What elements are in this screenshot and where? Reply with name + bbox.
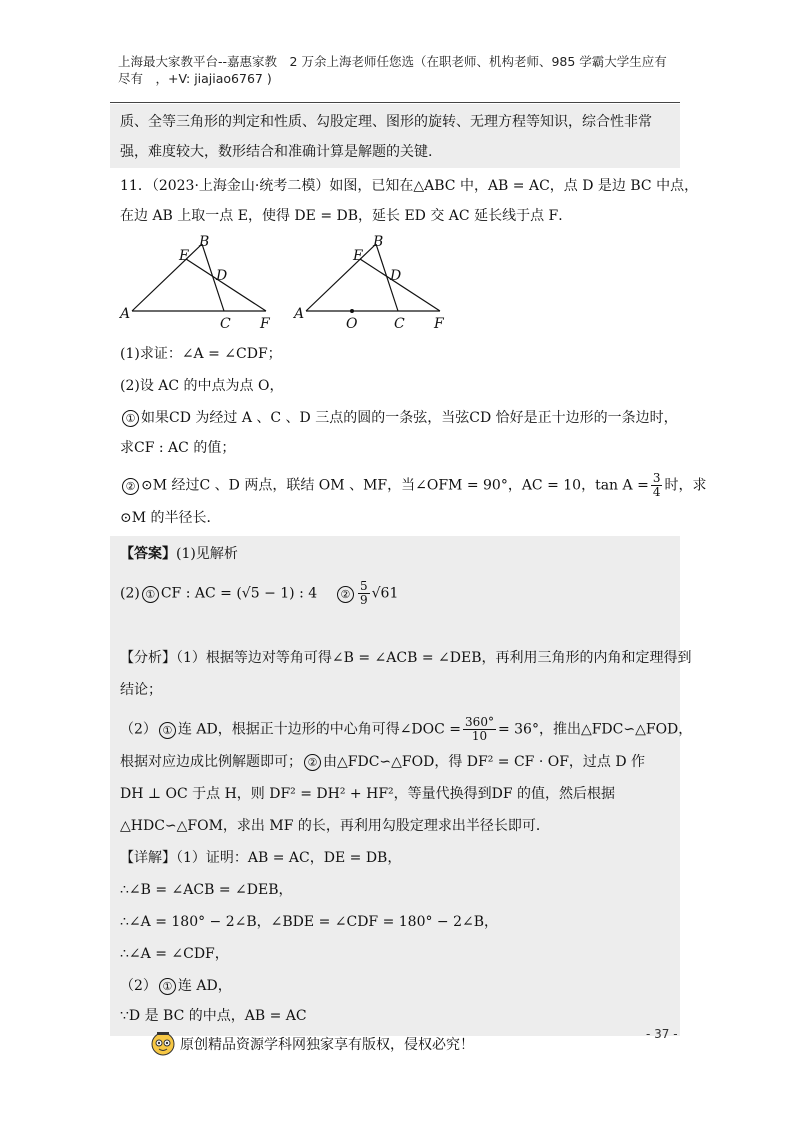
question-2-2-line-2: ⊙M 的半径长． [120, 510, 221, 526]
label-C: C [220, 316, 231, 332]
solution-line-6: ∵D 是 BC 的中点，AB = AC [120, 1008, 307, 1024]
header-line-2: 尽有 ，+V: jiajiao6767 ) [118, 71, 272, 86]
label-E2: E [353, 248, 364, 264]
problem-line-1 [120, 176, 698, 196]
label-E: E [179, 248, 190, 264]
answer-radical: √61 [371, 585, 399, 602]
solution-circled-1: ① [159, 978, 176, 995]
solution-line-1 [120, 848, 401, 868]
mascot-logo-icon [150, 1030, 176, 1056]
question-2-1-line-1 [120, 408, 678, 428]
geometry-figures [118, 232, 458, 332]
header-divider [110, 102, 680, 103]
label-A: A [120, 306, 131, 322]
page-header [118, 53, 678, 87]
figure-right [292, 234, 445, 332]
header-line-1: 上海最大家教平台--嘉惠家教 2 万余上海老师任您选（在职老师、机构老师、985 学霸大学生应有 [118, 54, 667, 69]
answer-2-1: CF : AC = (√5 − 1) : 4 [160, 585, 318, 602]
circled-number-2: ② [122, 478, 139, 495]
answer-circled-1: ① [142, 586, 159, 603]
question-2-2-line-1 [120, 472, 706, 499]
analysis-line-6: △HDC∽△FOM，求出 MF 的长，再利用勾股定理求出半径长即可． [120, 818, 550, 834]
circled-number-1: ① [122, 410, 139, 427]
analysis-text-4: 根据对应边成比例解题即可； [120, 754, 302, 770]
solution-label: 【详解】 [120, 850, 176, 866]
answer-line-2 [120, 580, 398, 607]
question-2: (2)设 AC 的中点为点 O， [120, 378, 284, 394]
solution-line-5 [120, 976, 232, 996]
label-D2: D [390, 268, 402, 284]
answer-1: (1)见解析 [176, 546, 238, 562]
footer-copyright: 原创精品资源学科网独家享有版权，侵权必究！ [180, 1037, 474, 1053]
analysis-line-5: DH ⊥ OC 于点 H，则 DF² = DH² + HF²，等量代换得到DF 的值，然后根据 [120, 786, 616, 802]
analysis-circled-1: ① [159, 722, 176, 739]
analysis-text-3c: = 36°，推出△FDC∽△FOD， [497, 721, 693, 738]
problem-number: 11． [120, 178, 152, 194]
page-number: - 37 - [646, 1027, 678, 1041]
question-1: (1)求证：∠A = ∠CDF； [120, 346, 282, 362]
answer-fraction: $\frac{5}{9}$ [359, 579, 368, 607]
question-2-1-text: 如果CD 为经过 A 、C 、D 三点的圆的一条弦，当弦CD 恰好是正十边形的一条边时， [141, 410, 678, 426]
solution-line-3: ∴∠A = 180° − 2∠B，∠BDE = ∠CDF = 180° − 2∠B， [120, 914, 499, 930]
solution-text-1: （1）证明：AB = AC，DE = DB， [176, 850, 402, 866]
analysis-circled-2: ② [304, 754, 321, 771]
label-O2: O [346, 316, 358, 332]
prev-analysis-line-2: 强，难度较大，数形结合和准确计算是解题的关键. [120, 144, 433, 160]
prev-analysis-line-1: 质、全等三角形的判定和性质、勾股定理、图形的旋转、无理方程等知识，综合性非常 [120, 114, 652, 130]
analysis-text-3: 连 AD，根据正十边形的中心角可得∠DOC = [177, 721, 462, 738]
problem-line-2: 在边 AB 上取一点 E，使得 DE = DB，延长 ED 交 AC 延长线于点 F． [120, 208, 573, 224]
problem-text-1: 如图，已知在△ABC 中，AB = AC，点 D 是边 BC 中点， [329, 178, 699, 194]
analysis-line-1 [120, 648, 692, 668]
analysis-text-1: （1）根据等边对等角可得∠B = ∠ACB = ∠DEB，再利用三角形的内角和定理得到 [176, 650, 692, 666]
label-F2: F [434, 316, 444, 332]
analysis-line-2: 结论； [120, 682, 162, 698]
analysis-line-3 [120, 716, 692, 743]
question-2-2-tail: 时，求 [664, 477, 707, 494]
answer-label: 【答案】 [120, 546, 176, 562]
analysis-label: 【分析】 [120, 650, 176, 666]
label-B2: B [373, 234, 384, 250]
solution-line-4: ∴∠A = ∠CDF， [120, 946, 229, 962]
answer-circled-2: ② [337, 586, 354, 603]
label-A2: A [294, 306, 305, 322]
analysis-part-2: （2） [120, 721, 157, 738]
answer-line-1 [120, 544, 238, 564]
analysis-line-4 [120, 752, 645, 772]
answer-2-prefix: (2) [120, 585, 140, 602]
central-angle-fraction: $\frac{360^\circ}{10}$ [465, 715, 494, 743]
label-C2: C [394, 316, 405, 332]
question-2-1-line-2: 求CF : AC 的值； [120, 440, 236, 456]
question-2-2-text: ⊙M 经过C 、D 两点，联结 OM 、MF，当∠OFM = 90°，AC = 10，tan A = [141, 477, 649, 494]
label-F: F [260, 316, 270, 332]
analysis-text-4b: 由△FDC∽△FOD，得 DF² = CF · OF，过点 D 作 [323, 754, 646, 770]
figure-left [118, 234, 271, 332]
solution-part-2: （2） [120, 978, 157, 994]
label-D: D [216, 268, 228, 284]
label-B: B [199, 234, 210, 250]
tan-fraction: $\frac{3}{4}$ [652, 471, 661, 499]
solution-text-5: 连 AD， [177, 978, 232, 994]
problem-source: （2023·上海金山·统考二模） [151, 178, 330, 194]
solution-line-2: ∴∠B = ∠ACB = ∠DEB， [120, 882, 293, 898]
